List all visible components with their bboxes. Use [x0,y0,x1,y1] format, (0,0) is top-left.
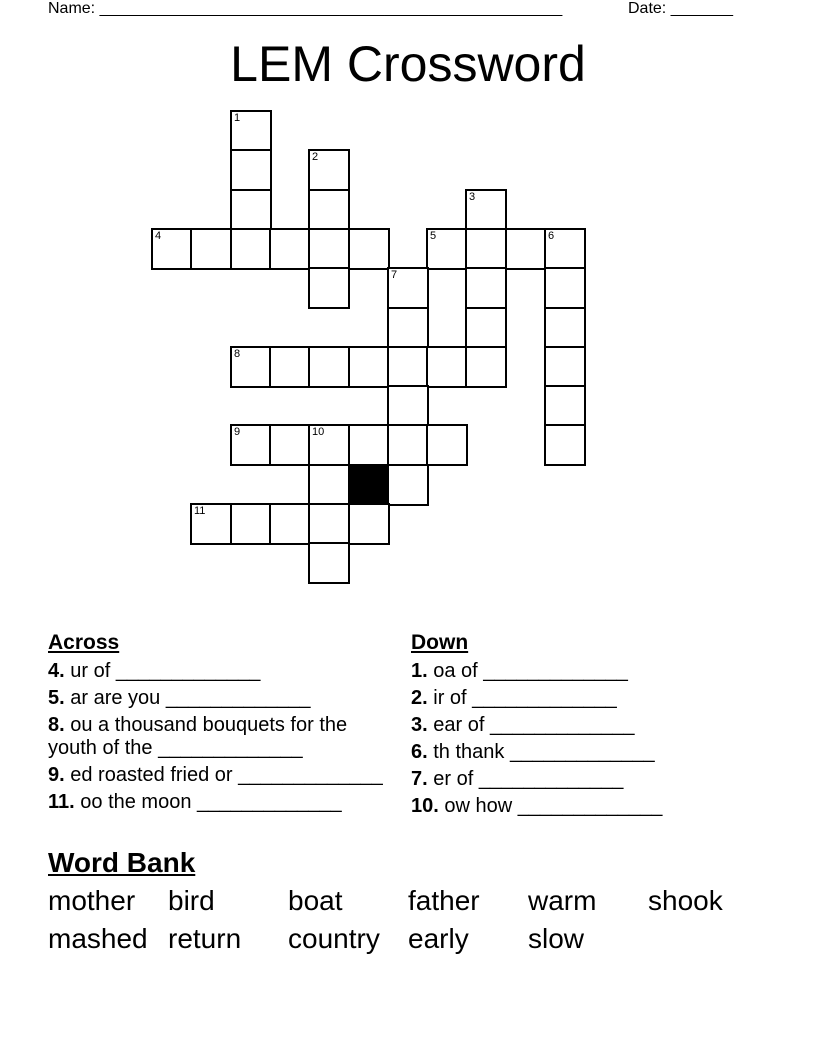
grid-cell[interactable] [426,346,468,388]
clue-text: ear of _____________ [427,714,635,736]
clue-number: 10 [312,426,325,438]
clue-number: 2 [312,151,319,163]
grid-cell[interactable] [544,228,586,270]
grid-cell[interactable] [465,189,507,231]
clue-text: ir of _____________ [427,687,617,709]
clue-num: 11. [48,791,75,813]
grid-cell[interactable] [190,228,232,270]
word-bank-word: return [168,923,242,954]
grid-cell[interactable] [308,228,350,270]
grid-cell[interactable] [308,424,350,466]
grid-cell[interactable] [230,503,272,545]
grid-cell[interactable] [505,228,547,270]
clue-number: 7 [391,269,398,281]
grid-cell[interactable] [465,307,507,349]
clue-text: ou a thousand bouquets for the youth of the _____________ [48,714,348,759]
grid-cell[interactable] [426,424,468,466]
across-clue [48,687,393,710]
clue-num: 10. [411,795,439,817]
down-clue [411,714,741,737]
grid-cell[interactable] [230,228,272,270]
name-field-label: Name: ____________________________________________________ [48,0,563,17]
clue-num: 3. [411,714,428,736]
word-bank-word: country [288,923,380,954]
date-field-label: Date: _______ [628,0,733,17]
word-bank-word: boat [288,885,343,916]
word-bank-word: mother [48,885,136,916]
down-clue [411,768,741,791]
clue-text: th thank _____________ [427,741,655,763]
clue-num: 8. [48,714,65,736]
clue-number: 6 [548,230,555,242]
across-heading: Across [48,631,120,654]
page-title: LEM Crossword [230,36,586,92]
grid-cell[interactable] [269,228,311,270]
grid-cell[interactable] [230,110,272,152]
grid-cell[interactable] [269,503,311,545]
clue-num: 6. [411,741,428,763]
word-bank-word: shook [648,885,723,916]
grid-cell[interactable] [387,307,429,349]
grid-cell[interactable] [544,385,586,427]
clue-number: 5 [430,230,437,242]
across-clue [48,660,393,683]
grid-cell[interactable] [348,346,390,388]
clue-num: 9. [48,764,65,786]
grid-cell[interactable] [308,189,350,231]
grid-cell[interactable] [230,149,272,191]
grid-cell[interactable] [544,267,586,309]
grid-cell[interactable] [308,346,350,388]
word-bank-word: mashed [48,923,148,954]
word-bank-word: father [408,885,480,916]
across-clue [48,714,393,760]
grid-cell[interactable] [387,385,429,427]
grid-cell[interactable] [308,542,350,584]
word-bank-word: warm [528,885,597,916]
word-bank-word: slow [528,923,585,954]
black-cell [348,464,390,506]
grid-cell[interactable] [387,346,429,388]
clue-num: 2. [411,687,428,709]
grid-cell[interactable] [544,424,586,466]
clue-num: 5. [48,687,65,709]
word-bank-word: early [408,923,469,954]
clue-text: oo the moon _____________ [74,791,342,813]
grid-cell[interactable] [348,424,390,466]
word-bank-heading: Word Bank [48,847,196,878]
grid-cell[interactable] [308,267,350,309]
clue-text: ar are you _____________ [64,687,311,709]
grid-cell[interactable] [269,346,311,388]
grid-cell[interactable] [348,503,390,545]
header [48,0,748,20]
grid-cell[interactable] [269,424,311,466]
clue-text: oa of _____________ [427,660,628,682]
across-clue [48,791,393,814]
grid-cell[interactable] [230,189,272,231]
grid-cell[interactable] [387,464,429,506]
grid-cell[interactable] [230,346,272,388]
grid-cell[interactable] [426,228,468,270]
clue-number: 1 [234,112,241,124]
clue-number: 9 [234,426,241,438]
clue-text: ur of _____________ [64,660,261,682]
down-clue [411,795,741,818]
grid-cell[interactable] [465,267,507,309]
grid-cell[interactable] [465,228,507,270]
grid-cell[interactable] [544,346,586,388]
across-clue [48,764,393,787]
clue-text: er of _____________ [427,768,624,790]
down-clues [411,630,741,818]
clue-number: 11 [194,505,206,517]
clue-text: ed roasted fried or _____________ [64,764,383,786]
grid-cell[interactable] [544,307,586,349]
down-clue [411,741,741,764]
clue-number: 3 [469,191,476,203]
down-heading: Down [411,631,469,654]
word-bank-word: bird [168,885,215,916]
grid-cell[interactable] [387,424,429,466]
grid-cell[interactable] [387,267,429,309]
grid-cell[interactable] [190,503,232,545]
grid-cell[interactable] [348,228,390,270]
grid-cell[interactable] [308,149,350,191]
clue-num: 7. [411,768,428,790]
clue-number: 4 [155,230,162,242]
clue-num: 1. [411,660,428,682]
grid-cell[interactable] [308,503,350,545]
grid-cell[interactable] [230,424,272,466]
clue-num: 4. [48,660,65,682]
down-clue [411,660,741,683]
grid-cell[interactable] [465,346,507,388]
clue-text: ow how _____________ [438,795,663,817]
grid-cell[interactable] [308,464,350,506]
across-clues [48,630,393,814]
down-clue [411,687,741,710]
grid-cell[interactable] [151,228,193,270]
clue-number: 8 [234,348,241,360]
